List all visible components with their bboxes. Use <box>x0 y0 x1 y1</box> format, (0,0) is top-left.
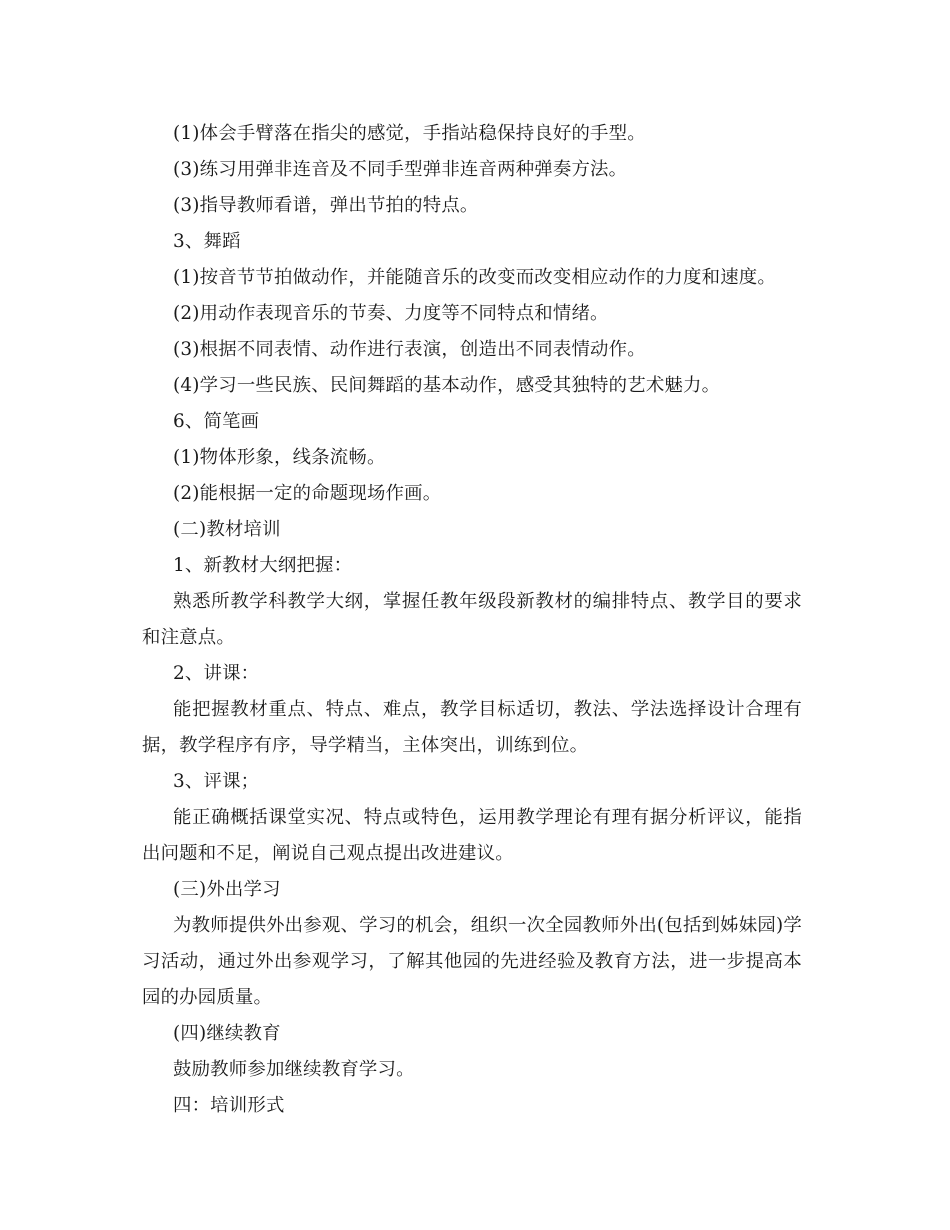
paragraph-evaluation: 能正确概括课堂实况、特点或特色，运用教学理论有理有据分析评议，能指出问题和不足，阐说自己观点提出改进建议。 <box>142 807 802 864</box>
paragraph-dance-folk: (4)学习一些民族、民间舞蹈的基本动作，感受其独特的艺术魅力。 <box>173 375 721 396</box>
paragraph-sketch-topic: (2)能根据一定的命题现场作画。 <box>173 483 442 504</box>
paragraph-syllabus: 熟悉所教学科教学大纲，掌握任教年级段新教材的编排特点、教学目的要求和注意点。 <box>142 591 802 648</box>
heading-external-study: (三)外出学习 <box>173 879 281 900</box>
paragraph-external-study: 为教师提供外出参观、学习的机会，组织一次全园教师外出(包括到姊妹园)学习活动，通过外出参观学习，了解其他园的先进经验及教育方法，进一步提高本园的办园质量。 <box>142 915 802 1008</box>
heading-lecture: 2、讲课： <box>173 663 260 684</box>
heading-evaluation: 3、评课； <box>173 771 260 792</box>
heading-training-format: 四：培训形式 <box>173 1095 285 1116</box>
paragraph-dance-rhythm: (1)按音节节拍做动作，并能随音乐的改变而改变相应动作的力度和速度。 <box>173 267 776 288</box>
heading-sketch: 6、简笔画 <box>173 411 260 432</box>
paragraph-sketch-shape: (1)物体形象，线条流畅。 <box>173 447 386 468</box>
heading-textbook-training: (二)教材培训 <box>173 519 281 540</box>
heading-dance: 3、舞蹈 <box>173 231 241 252</box>
paragraph-dance-performance: (3)根据不同表情、动作进行表演，创造出不同表情动作。 <box>173 339 646 360</box>
paragraph-piano-non-legato: (3)练习用弹非连音及不同手型弹非连音两种弹奏方法。 <box>173 159 628 180</box>
heading-continuing-education: (四)继续教育 <box>173 1023 281 1044</box>
paragraph-dance-expression: (2)用动作表现音乐的节奏、力度等不同特点和情绪。 <box>173 303 609 324</box>
paragraph-piano-hand-shape: (1)体会手臂落在指尖的感觉，手指站稳保持良好的手型。 <box>173 123 646 144</box>
heading-syllabus: 1、新教材大纲把握： <box>173 555 353 576</box>
paragraph-continuing-education: 鼓励教师参加继续教育学习。 <box>173 1059 415 1080</box>
document-page <box>142 116 802 1124</box>
paragraph-lecture: 能把握教材重点、特点、难点，教学目标适切，教法、学法选择设计合理有据，教学程序有序，导学精当，主体突出，训练到位。 <box>142 699 802 756</box>
paragraph-piano-reading: (3)指导教师看谱，弹出节拍的特点。 <box>173 195 479 216</box>
